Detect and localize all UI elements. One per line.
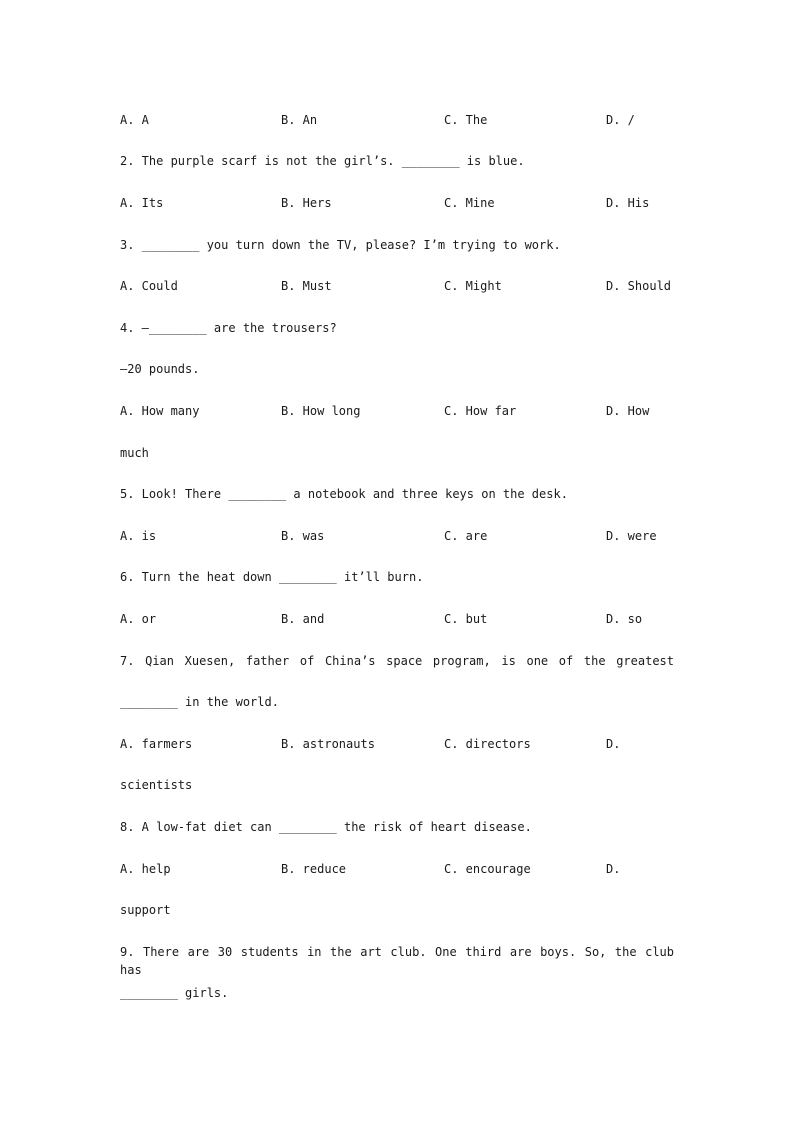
q2-option-d: D. His [606, 196, 650, 210]
q4-option-c: C. How far [444, 404, 517, 418]
q3-option-a: A. Could [120, 279, 178, 293]
q7-option-d-continuation: scientists [120, 778, 193, 792]
q4-option-d-continuation: much [120, 446, 149, 460]
q8-option-a: A. help [120, 862, 171, 876]
q2-option-a: A. Its [120, 196, 164, 210]
q8-option-b: B. reduce [281, 862, 347, 876]
q2-options [120, 194, 680, 212]
q6-option-c: C. but [444, 612, 488, 626]
q1-option-d: D. / [606, 113, 635, 127]
q3-option-c: C. Might [444, 279, 502, 293]
q2-option-c: C. Mine [444, 196, 495, 210]
q1-option-a: A. A [120, 113, 149, 127]
q6-option-d: D. so [606, 612, 643, 626]
q6-options [120, 610, 680, 628]
q4-stem: 4. —________ are the trousers? [120, 321, 337, 335]
q8-option-d-continuation: support [120, 903, 171, 917]
q4-option-a: A. How many [120, 404, 200, 418]
q9-stem-line-1: 9. There are 30 students in the art club. One third are boys. So, the club has [120, 945, 674, 977]
q7-option-b: B. astronauts [281, 737, 375, 751]
q6-option-a: A. or [120, 612, 157, 626]
q8-options [120, 860, 680, 878]
q5-options [120, 527, 680, 545]
q1-option-c: C. The [444, 113, 488, 127]
q7-stem-line-2: ________ in the world. [120, 695, 279, 709]
q5-option-c: C. are [444, 529, 488, 543]
q7-option-a: A. farmers [120, 737, 193, 751]
q5-option-a: A. is [120, 529, 157, 543]
q1-options [120, 111, 680, 129]
q3-option-b: B. Must [281, 279, 332, 293]
q8-stem: 8. A low-fat diet can ________ the risk of heart disease. [120, 820, 532, 834]
q3-options [120, 277, 680, 295]
q5-option-b: B. was [281, 529, 325, 543]
q5-stem: 5. Look! There ________ a notebook and three keys on the desk. [120, 487, 568, 501]
q4-options [120, 402, 680, 420]
q7-option-c: C. directors [444, 737, 531, 751]
q3-stem: 3. ________ you turn down the TV, please? I’m trying to work. [120, 238, 561, 252]
q6-stem: 6. Turn the heat down ________ it’ll burn. [120, 570, 424, 584]
q8-option-c: C. encourage [444, 862, 531, 876]
q2-option-b: B. Hers [281, 196, 332, 210]
q7-options [120, 735, 680, 753]
q7-option-d: D. [606, 737, 621, 751]
q4-answer-line: —20 pounds. [120, 362, 200, 376]
q9-stem-line-2: ________ girls. [120, 986, 229, 1000]
q4-option-b: B. How long [281, 404, 361, 418]
q8-option-d: D. [606, 862, 621, 876]
q7-stem-line-1: 7. Qian Xuesen, father of China’s space program, is one of the greatest [120, 654, 674, 668]
q3-option-d: D. Should [606, 279, 672, 293]
q2-stem: 2. The purple scarf is not the girl’s. ________ is blue. [120, 154, 525, 168]
q1-option-b: B. An [281, 113, 318, 127]
q6-option-b: B. and [281, 612, 325, 626]
q4-option-d: D. How [606, 404, 650, 418]
q5-option-d: D. were [606, 529, 657, 543]
